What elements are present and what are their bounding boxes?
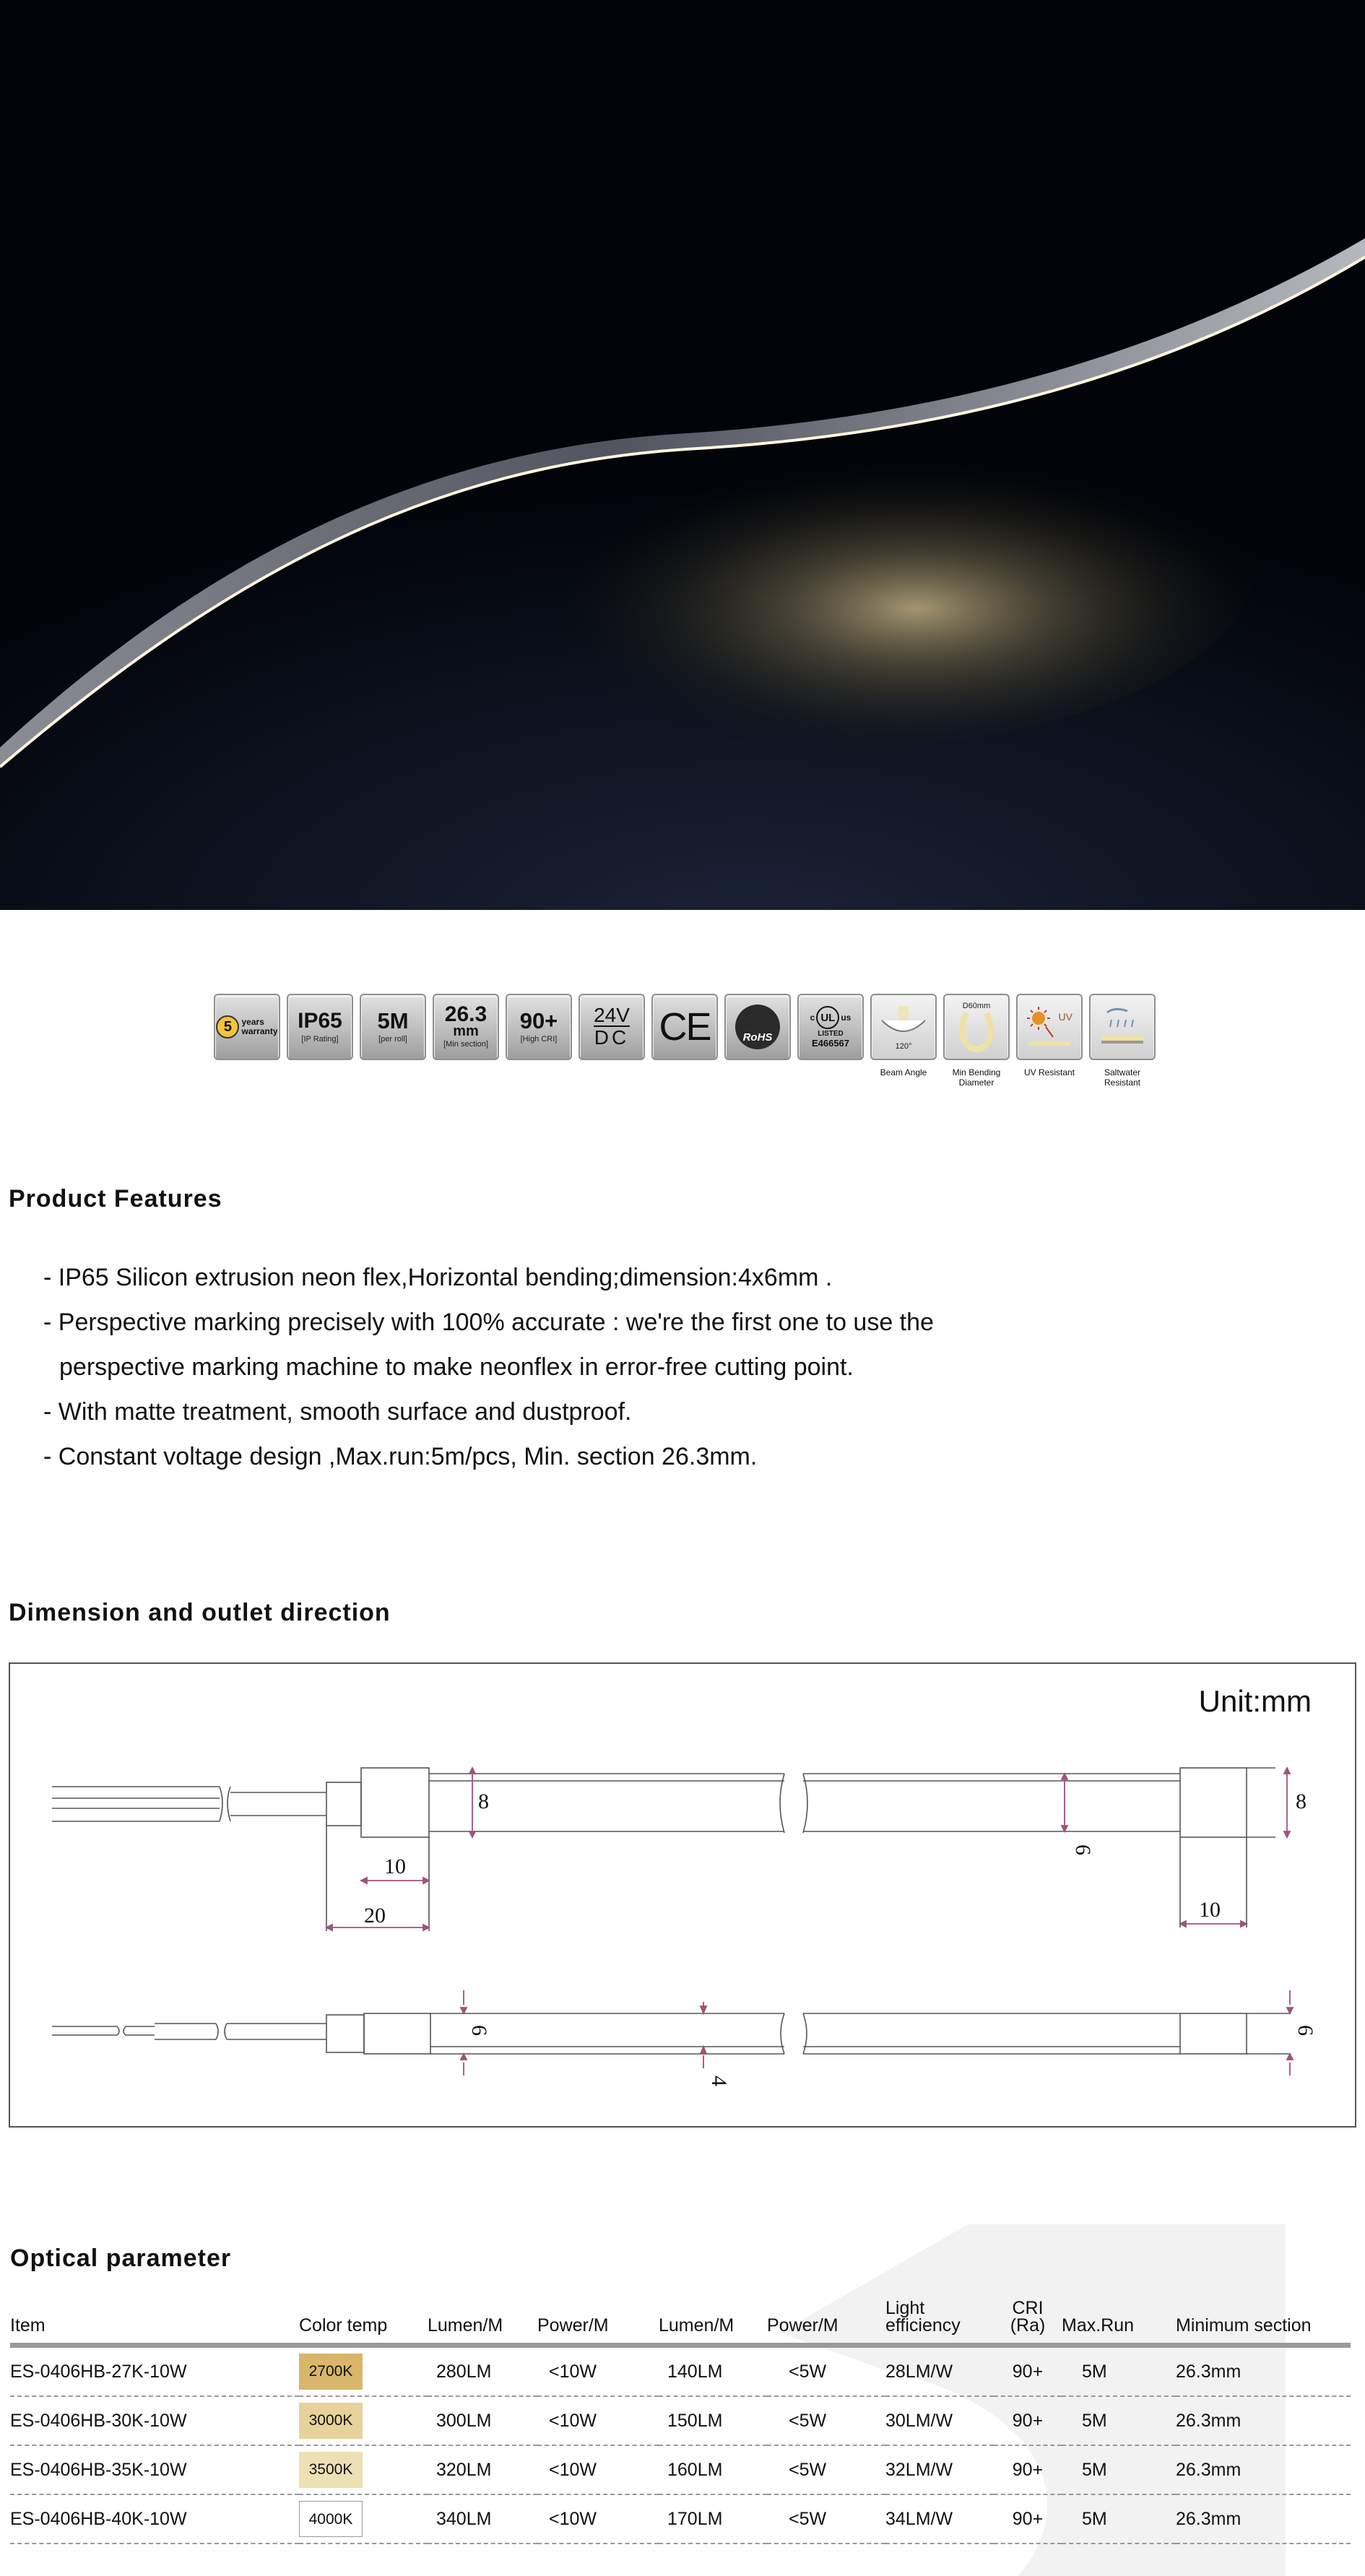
- ul-listed: LISTED: [818, 1030, 844, 1038]
- col-lumen-2: Lumen/M: [659, 2297, 767, 2346]
- table-row: [10, 2346, 1351, 2397]
- feature-item: - Perspective marking precisely with 100% accurate : we're the first one to use the: [43, 1309, 934, 1336]
- cell-max-run: 5M: [1062, 2445, 1176, 2494]
- cell-efficiency: 34LM/W: [885, 2494, 994, 2544]
- cell-item: ES-0406HB-40K-10W: [10, 2494, 299, 2544]
- cell-cri: 90+: [994, 2494, 1062, 2544]
- cct-swatch: 4000K: [299, 2501, 363, 2537]
- dim-cap-left: 10: [384, 1855, 406, 1878]
- cell-power-1: <10W: [537, 2346, 659, 2397]
- ul-us: us: [841, 1012, 852, 1023]
- col-efficiency: Light efficiency: [885, 2297, 994, 2346]
- beam-angle-caption: Beam Angle: [880, 1067, 927, 1077]
- features-list: [43, 1255, 934, 1479]
- rohs-badge: [724, 994, 791, 1088]
- feature-item: - Constant voltage design ,Max.run:5m/pcs, Min. section 26.3mm.: [43, 1443, 758, 1470]
- feature-item: - With matte treatment, smooth surface and dustproof.: [43, 1398, 632, 1426]
- feature-item: perspective marking machine to make neonflex in error-free cutting point.: [59, 1353, 854, 1381]
- length-badge: [360, 994, 426, 1088]
- uv-resistant-icon: [1016, 994, 1083, 1060]
- cell-lumen-1: 340LM: [428, 2494, 537, 2544]
- min-section-icon: [433, 994, 499, 1060]
- col-power-2: Power/M: [767, 2297, 885, 2346]
- cri-value: 90+: [519, 1008, 558, 1033]
- table-row: [10, 2494, 1351, 2544]
- table-header-row: [10, 2297, 1351, 2346]
- rohs-icon: [724, 994, 791, 1060]
- col-color-temp: Color temp: [299, 2297, 428, 2346]
- ce-icon: [651, 994, 718, 1060]
- bending-diameter-value: D60mm: [962, 1002, 991, 1010]
- dim-side-mid: 4: [707, 2076, 731, 2086]
- cct-swatch: 3500K: [299, 2452, 363, 2488]
- cell-cri: 90+: [994, 2396, 1062, 2445]
- table-row: [10, 2396, 1351, 2445]
- col-lumen-1: Lumen/M: [428, 2297, 537, 2346]
- cell-min-section: 26.3mm: [1176, 2396, 1351, 2445]
- ul-listed-icon: c UL us LISTED E466567: [797, 994, 864, 1060]
- ul-c: c: [810, 1012, 815, 1023]
- cct-swatch: 3000K: [299, 2403, 363, 2439]
- saltwater-badge: [1089, 994, 1156, 1088]
- cell-cri: 90+: [994, 2346, 1062, 2397]
- cell-lumen-1: 320LM: [428, 2445, 537, 2494]
- feature-item: - IP65 Silicon extrusion neon flex,Horizontal bending;dimension:4x6mm .: [43, 1264, 833, 1291]
- uv-text: UV: [1058, 1011, 1072, 1023]
- beam-angle-icon: [870, 994, 937, 1060]
- saltwater-caption: Saltwater Resistant: [1104, 1067, 1141, 1088]
- cell-cct: [299, 2445, 428, 2494]
- cell-cct: [299, 2346, 428, 2397]
- optical-table: [10, 2297, 1351, 2544]
- bending-diameter-icon: [943, 994, 1010, 1060]
- dim-side-left: 6: [467, 2025, 491, 2036]
- warranty-years: 5: [223, 1019, 233, 1035]
- cell-power-2: <5W: [767, 2494, 885, 2544]
- length-label: [per roll]: [378, 1035, 407, 1044]
- voltage-icon: [578, 994, 645, 1060]
- cell-cct: [299, 2396, 428, 2445]
- min-section-value: 26.3: [444, 1002, 488, 1026]
- cri-label: [High CRI]: [520, 1035, 558, 1044]
- uv-caption: UV Resistant: [1023, 1067, 1075, 1077]
- cell-lumen-1: 300LM: [428, 2396, 537, 2445]
- warranty-label: years: [241, 1017, 264, 1027]
- ce-mark: CE: [659, 1005, 711, 1049]
- col-cri: CRI (Ra): [994, 2297, 1062, 2346]
- min-section-badge: [433, 994, 499, 1088]
- col-item: Item: [10, 2297, 299, 2346]
- ip-label: [IP Rating]: [301, 1035, 339, 1044]
- cell-power-1: <10W: [537, 2445, 659, 2494]
- warranty-badge: [214, 994, 280, 1088]
- cri-badge: [506, 994, 572, 1088]
- saltwater-icon: [1089, 994, 1156, 1060]
- dim-thickness-mid: 6: [1071, 1844, 1095, 1855]
- cell-min-section: 26.3mm: [1176, 2346, 1351, 2397]
- dimension-drawing: [10, 1664, 1355, 2126]
- dim-side-right: 6: [1294, 2025, 1317, 2036]
- dim-height-right: 8: [1296, 1790, 1306, 1813]
- cct-swatch: 2700K: [299, 2354, 363, 2390]
- cell-power-1: <10W: [537, 2396, 659, 2445]
- uv-badge: [1016, 994, 1083, 1088]
- col-power-1: Power/M: [537, 2297, 659, 2346]
- dimension-diagram: [9, 1662, 1356, 2128]
- length-value: 5M: [377, 1008, 409, 1033]
- voltage-type: DC: [594, 1026, 630, 1049]
- voltage-value: 24V: [594, 1004, 630, 1026]
- cell-lumen-2: 170LM: [659, 2494, 767, 2544]
- dim-cap-right: 10: [1199, 1898, 1221, 1922]
- ul-badge: [797, 994, 864, 1088]
- cell-lumen-1: 280LM: [428, 2346, 537, 2397]
- ce-badge: [651, 994, 718, 1088]
- cell-lumen-2: 140LM: [659, 2346, 767, 2397]
- dim-lead: 20: [364, 1904, 386, 1927]
- ip-rating-icon: [287, 994, 353, 1060]
- length-icon: [360, 994, 426, 1060]
- cell-item: ES-0406HB-30K-10W: [10, 2396, 299, 2445]
- cell-min-section: 26.3mm: [1176, 2445, 1351, 2494]
- col-max-run: Max.Run: [1062, 2297, 1176, 2346]
- cell-max-run: 5M: [1062, 2346, 1176, 2397]
- cell-efficiency: 28LM/W: [885, 2346, 994, 2397]
- cell-power-2: <5W: [767, 2396, 885, 2445]
- hero-photo: [0, 0, 1365, 910]
- cell-power-2: <5W: [767, 2346, 885, 2397]
- min-section-label: [Min section]: [443, 1040, 488, 1049]
- unit-label: Unit:mm: [1198, 1684, 1312, 1718]
- cell-cri: 90+: [994, 2445, 1062, 2494]
- ip-value: IP65: [298, 1009, 342, 1033]
- neon-strip-image: [0, 0, 1365, 910]
- optical-title: Optical parameter: [10, 2245, 232, 2272]
- cell-power-1: <10W: [537, 2494, 659, 2544]
- min-section-unit: mm: [453, 1023, 479, 1039]
- cell-max-run: 5M: [1062, 2494, 1176, 2544]
- ul-file-number: E466567: [811, 1038, 850, 1049]
- cell-max-run: 5M: [1062, 2396, 1176, 2445]
- ip-badge: [287, 994, 353, 1088]
- bending-diameter-caption: Min Bending Diameter: [952, 1067, 1001, 1088]
- cell-lumen-2: 150LM: [659, 2396, 767, 2445]
- features-title: Product Features: [9, 1185, 222, 1213]
- rohs-text: RoHS: [742, 1031, 773, 1044]
- col-min-section: Minimum section: [1176, 2297, 1351, 2346]
- cell-cct: [299, 2494, 428, 2544]
- voltage-badge: [578, 994, 645, 1088]
- cell-item: ES-0406HB-35K-10W: [10, 2445, 299, 2494]
- cell-item: ES-0406HB-27K-10W: [10, 2346, 299, 2397]
- cell-power-2: <5W: [767, 2445, 885, 2494]
- warranty-icon: [214, 994, 280, 1060]
- spec-badges: [214, 994, 1156, 1088]
- cell-efficiency: 32LM/W: [885, 2445, 994, 2494]
- beam-angle-value: 120°: [895, 1042, 912, 1051]
- cell-lumen-2: 160LM: [659, 2445, 767, 2494]
- dim-height-left: 8: [478, 1790, 489, 1813]
- table-row: [10, 2445, 1351, 2494]
- cell-min-section: 26.3mm: [1176, 2494, 1351, 2544]
- dimension-title: Dimension and outlet direction: [9, 1599, 391, 1626]
- beam-angle-badge: [870, 994, 937, 1088]
- cri-icon: [506, 994, 572, 1060]
- warranty-label-2: warranty: [241, 1026, 278, 1036]
- bending-badge: [943, 994, 1010, 1088]
- cell-efficiency: 30LM/W: [885, 2396, 994, 2445]
